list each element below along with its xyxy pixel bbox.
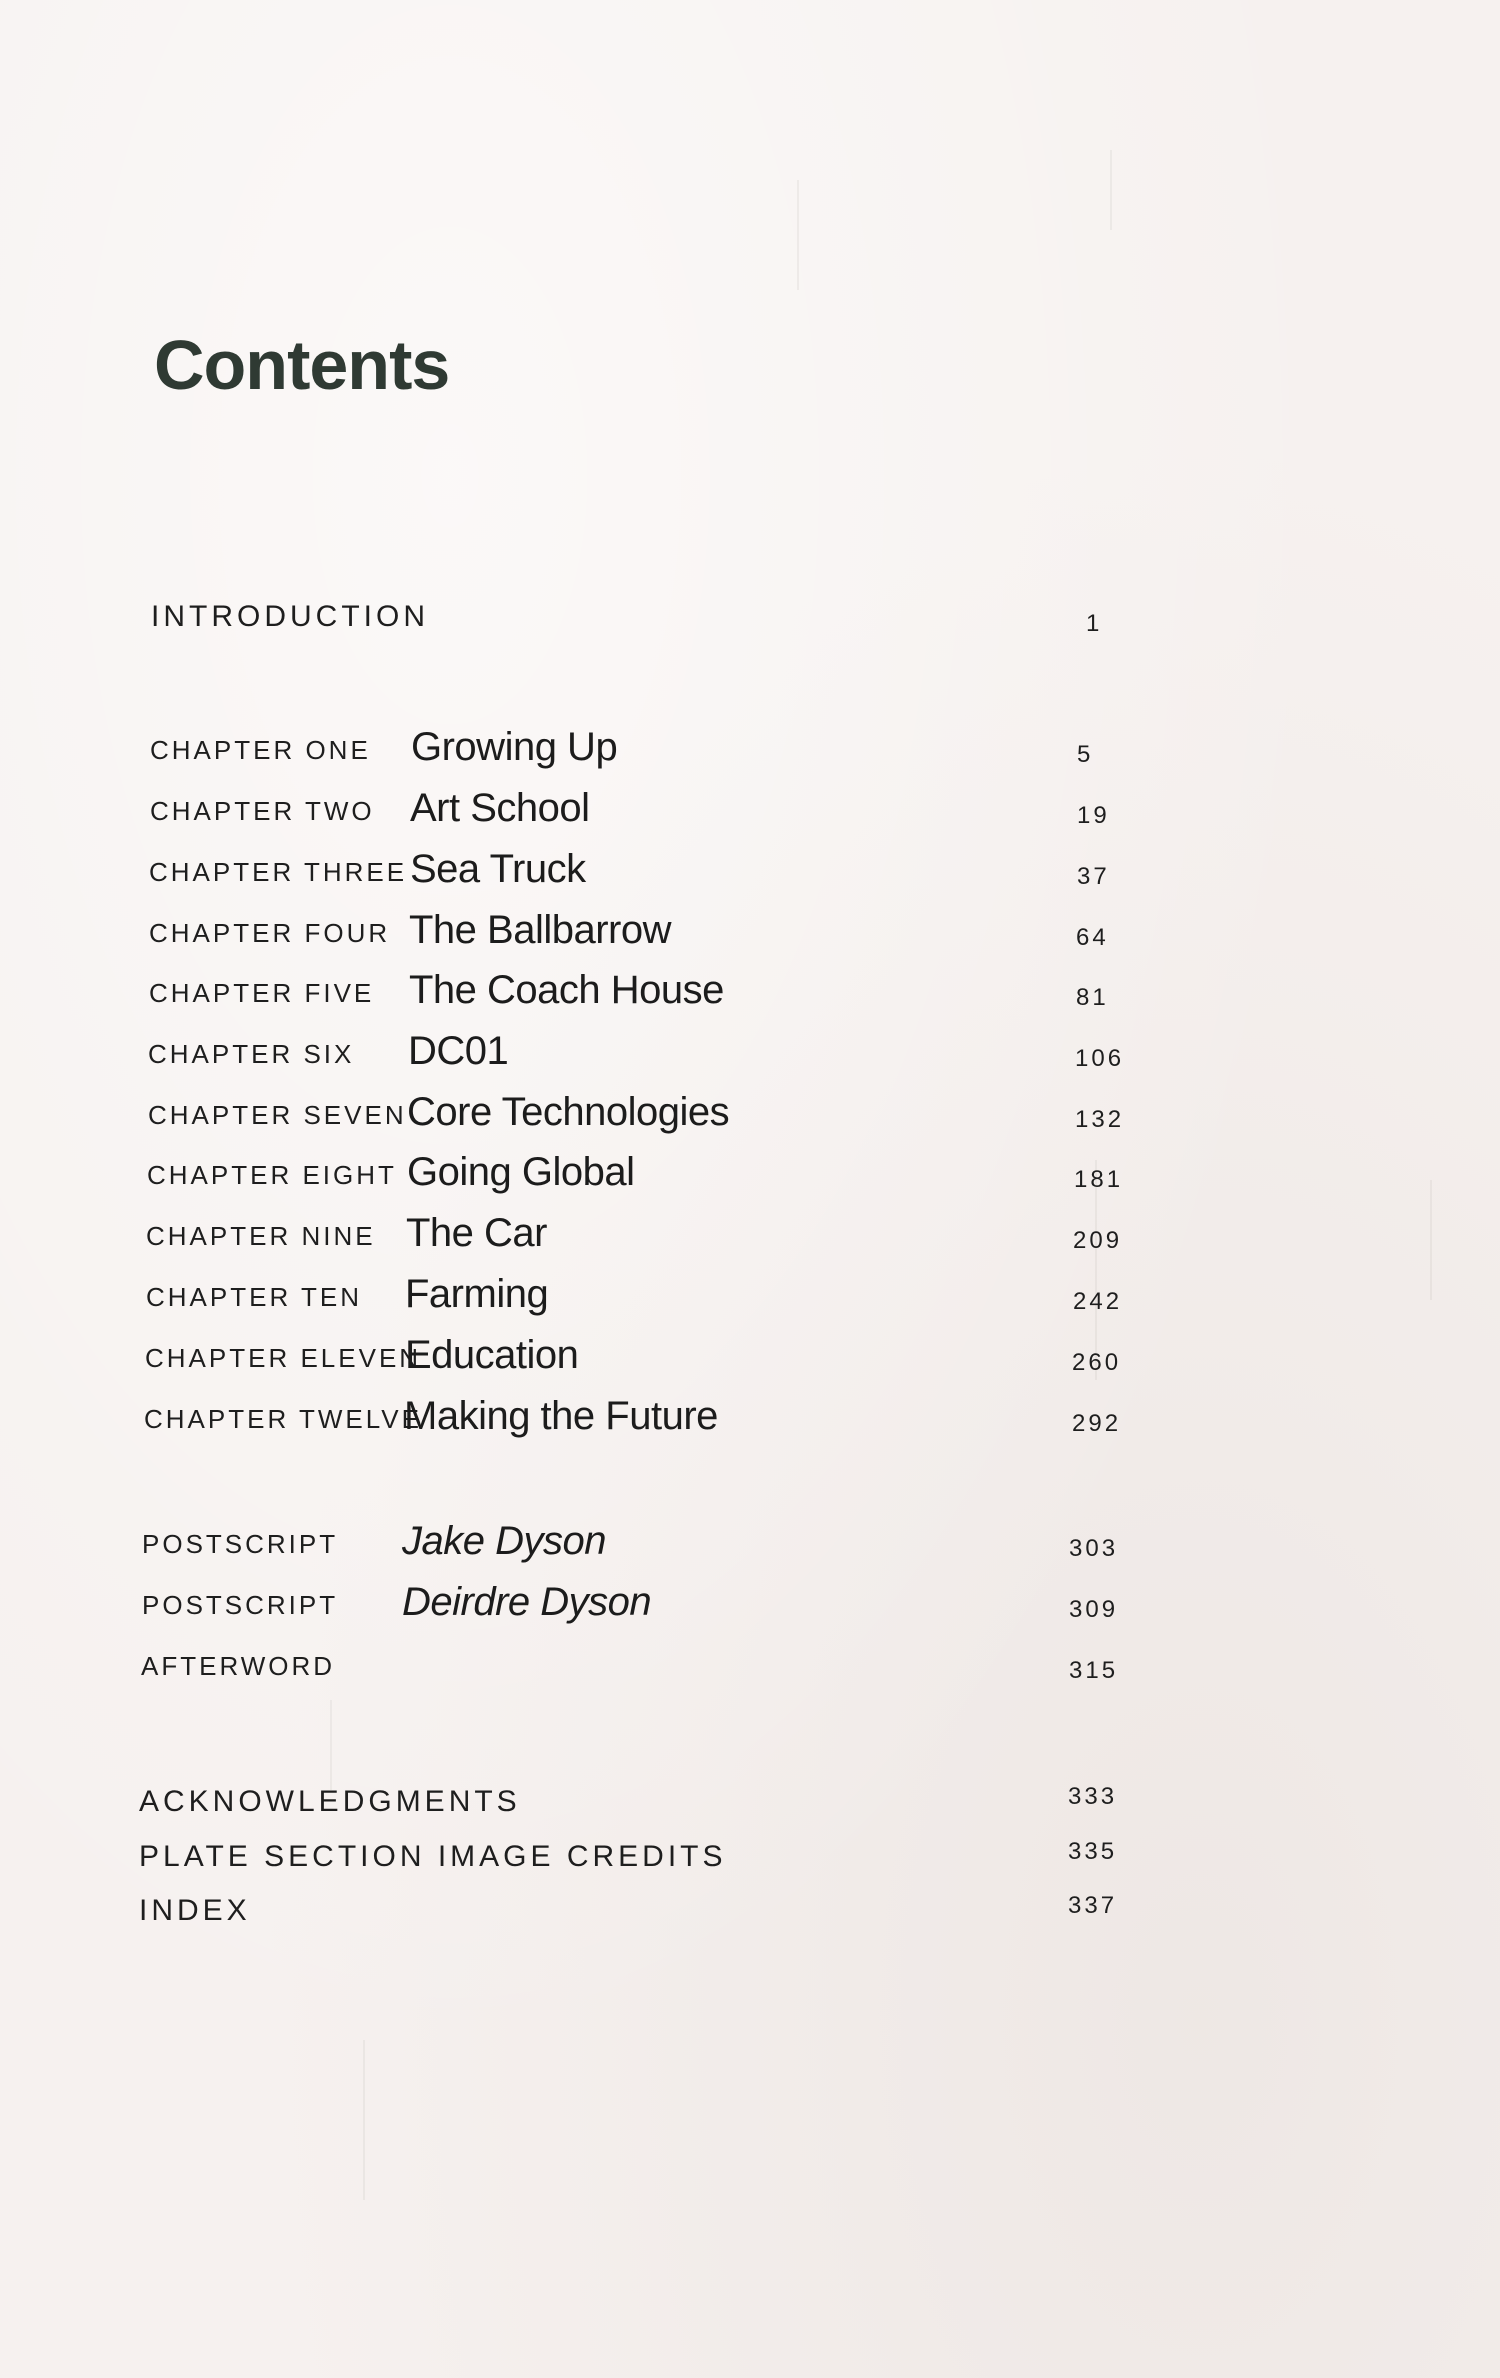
chapter-title: Core Technologies [407,1090,730,1134]
toc-entry-chapter [0,1274,1500,1324]
chapter-label: CHAPTER NINE [146,1221,376,1251]
chapter-title: DC01 [408,1029,509,1073]
chapter-label: CHAPTER FOUR [149,918,391,948]
chapter-page: 19 [1077,802,1110,829]
toc-entry-chapter [0,1335,1500,1385]
back-matter-label: PLATE SECTION IMAGE CREDITS [139,1840,727,1873]
chapter-label: CHAPTER SIX [148,1039,355,1069]
toc-entry-afterword [0,1643,1500,1693]
chapter-page: 260 [1072,1349,1122,1376]
chapter-label: CHAPTER ONE [150,735,371,765]
paper-scratch [1110,150,1112,230]
paper-scratch [797,180,799,290]
postscript-label: POSTSCRIPT [142,1529,339,1559]
chapter-page: 209 [1073,1227,1123,1254]
chapter-title: Farming [405,1272,549,1316]
chapter-title: The Ballbarrow [409,908,672,952]
chapter-title: The Car [406,1211,547,1255]
postscript-title: Jake Dyson [402,1519,606,1563]
chapter-title: Growing Up [411,725,618,769]
toc-entry-postscript [0,1582,1500,1632]
chapter-page: 242 [1073,1288,1123,1315]
chapter-page: 5 [1077,741,1094,768]
toc-entry-chapter [0,910,1500,960]
toc-entry-chapter [0,788,1500,838]
chapter-label: CHAPTER TEN [146,1282,362,1312]
toc-entry-postscript [0,1521,1500,1571]
toc-entry-chapter [0,970,1500,1020]
chapter-title: Making the Future [404,1394,718,1438]
toc-entry-chapter [0,727,1500,777]
back-matter-label: INDEX [139,1894,251,1927]
chapter-page: 64 [1076,924,1109,951]
back-matter-page: 335 [1068,1838,1118,1865]
chapter-title: Sea Truck [410,847,586,891]
chapter-page: 181 [1074,1166,1124,1193]
chapter-title: The Coach House [409,968,724,1012]
toc-entry-index [0,1894,1500,1944]
toc-entry-chapter [0,1152,1500,1202]
postscript-title: Deirdre Dyson [402,1580,652,1624]
toc-entry-chapter [0,1031,1500,1081]
paper-scratch [363,2040,365,2200]
chapter-label: CHAPTER THREE [149,857,408,887]
toc-entry-chapter [0,1396,1500,1446]
chapter-page: 106 [1075,1045,1125,1072]
chapter-label: CHAPTER EIGHT [147,1160,397,1190]
toc-entry-image-credits [0,1840,1500,1890]
toc-entry-introduction [0,600,1500,650]
chapter-label: CHAPTER ELEVEN [145,1343,422,1373]
toc-entry-chapter [0,1213,1500,1263]
chapter-page: 292 [1072,1410,1122,1437]
chapter-title: Education [405,1333,579,1377]
toc-entry-page: 1 [1086,610,1103,637]
chapter-page: 37 [1077,863,1110,890]
page-title: Contents [154,326,450,404]
afterword-page: 315 [1069,1657,1119,1684]
back-matter-label: ACKNOWLEDGMENTS [139,1785,521,1818]
postscript-page: 303 [1069,1535,1119,1562]
chapter-title: Art School [410,786,590,830]
toc-entry-acknowledgments [0,1785,1500,1835]
chapter-label: CHAPTER TWO [150,796,375,826]
toc-entry-chapter [0,849,1500,899]
back-matter-page: 337 [1068,1892,1118,1919]
toc-entry-label: INTRODUCTION [151,600,429,633]
postscript-label: POSTSCRIPT [142,1590,339,1620]
afterword-label: AFTERWORD [141,1651,336,1681]
chapter-label: CHAPTER SEVEN [148,1100,407,1130]
postscript-page: 309 [1069,1596,1119,1623]
toc-entry-chapter [0,1092,1500,1142]
chapter-page: 132 [1075,1106,1125,1133]
chapter-page: 81 [1076,984,1109,1011]
paper-scratch [330,1700,332,1790]
chapter-title: Going Global [407,1150,635,1194]
chapter-label: CHAPTER TWELVE [144,1404,422,1434]
back-matter-page: 333 [1068,1783,1118,1810]
chapter-label: CHAPTER FIVE [149,978,375,1008]
